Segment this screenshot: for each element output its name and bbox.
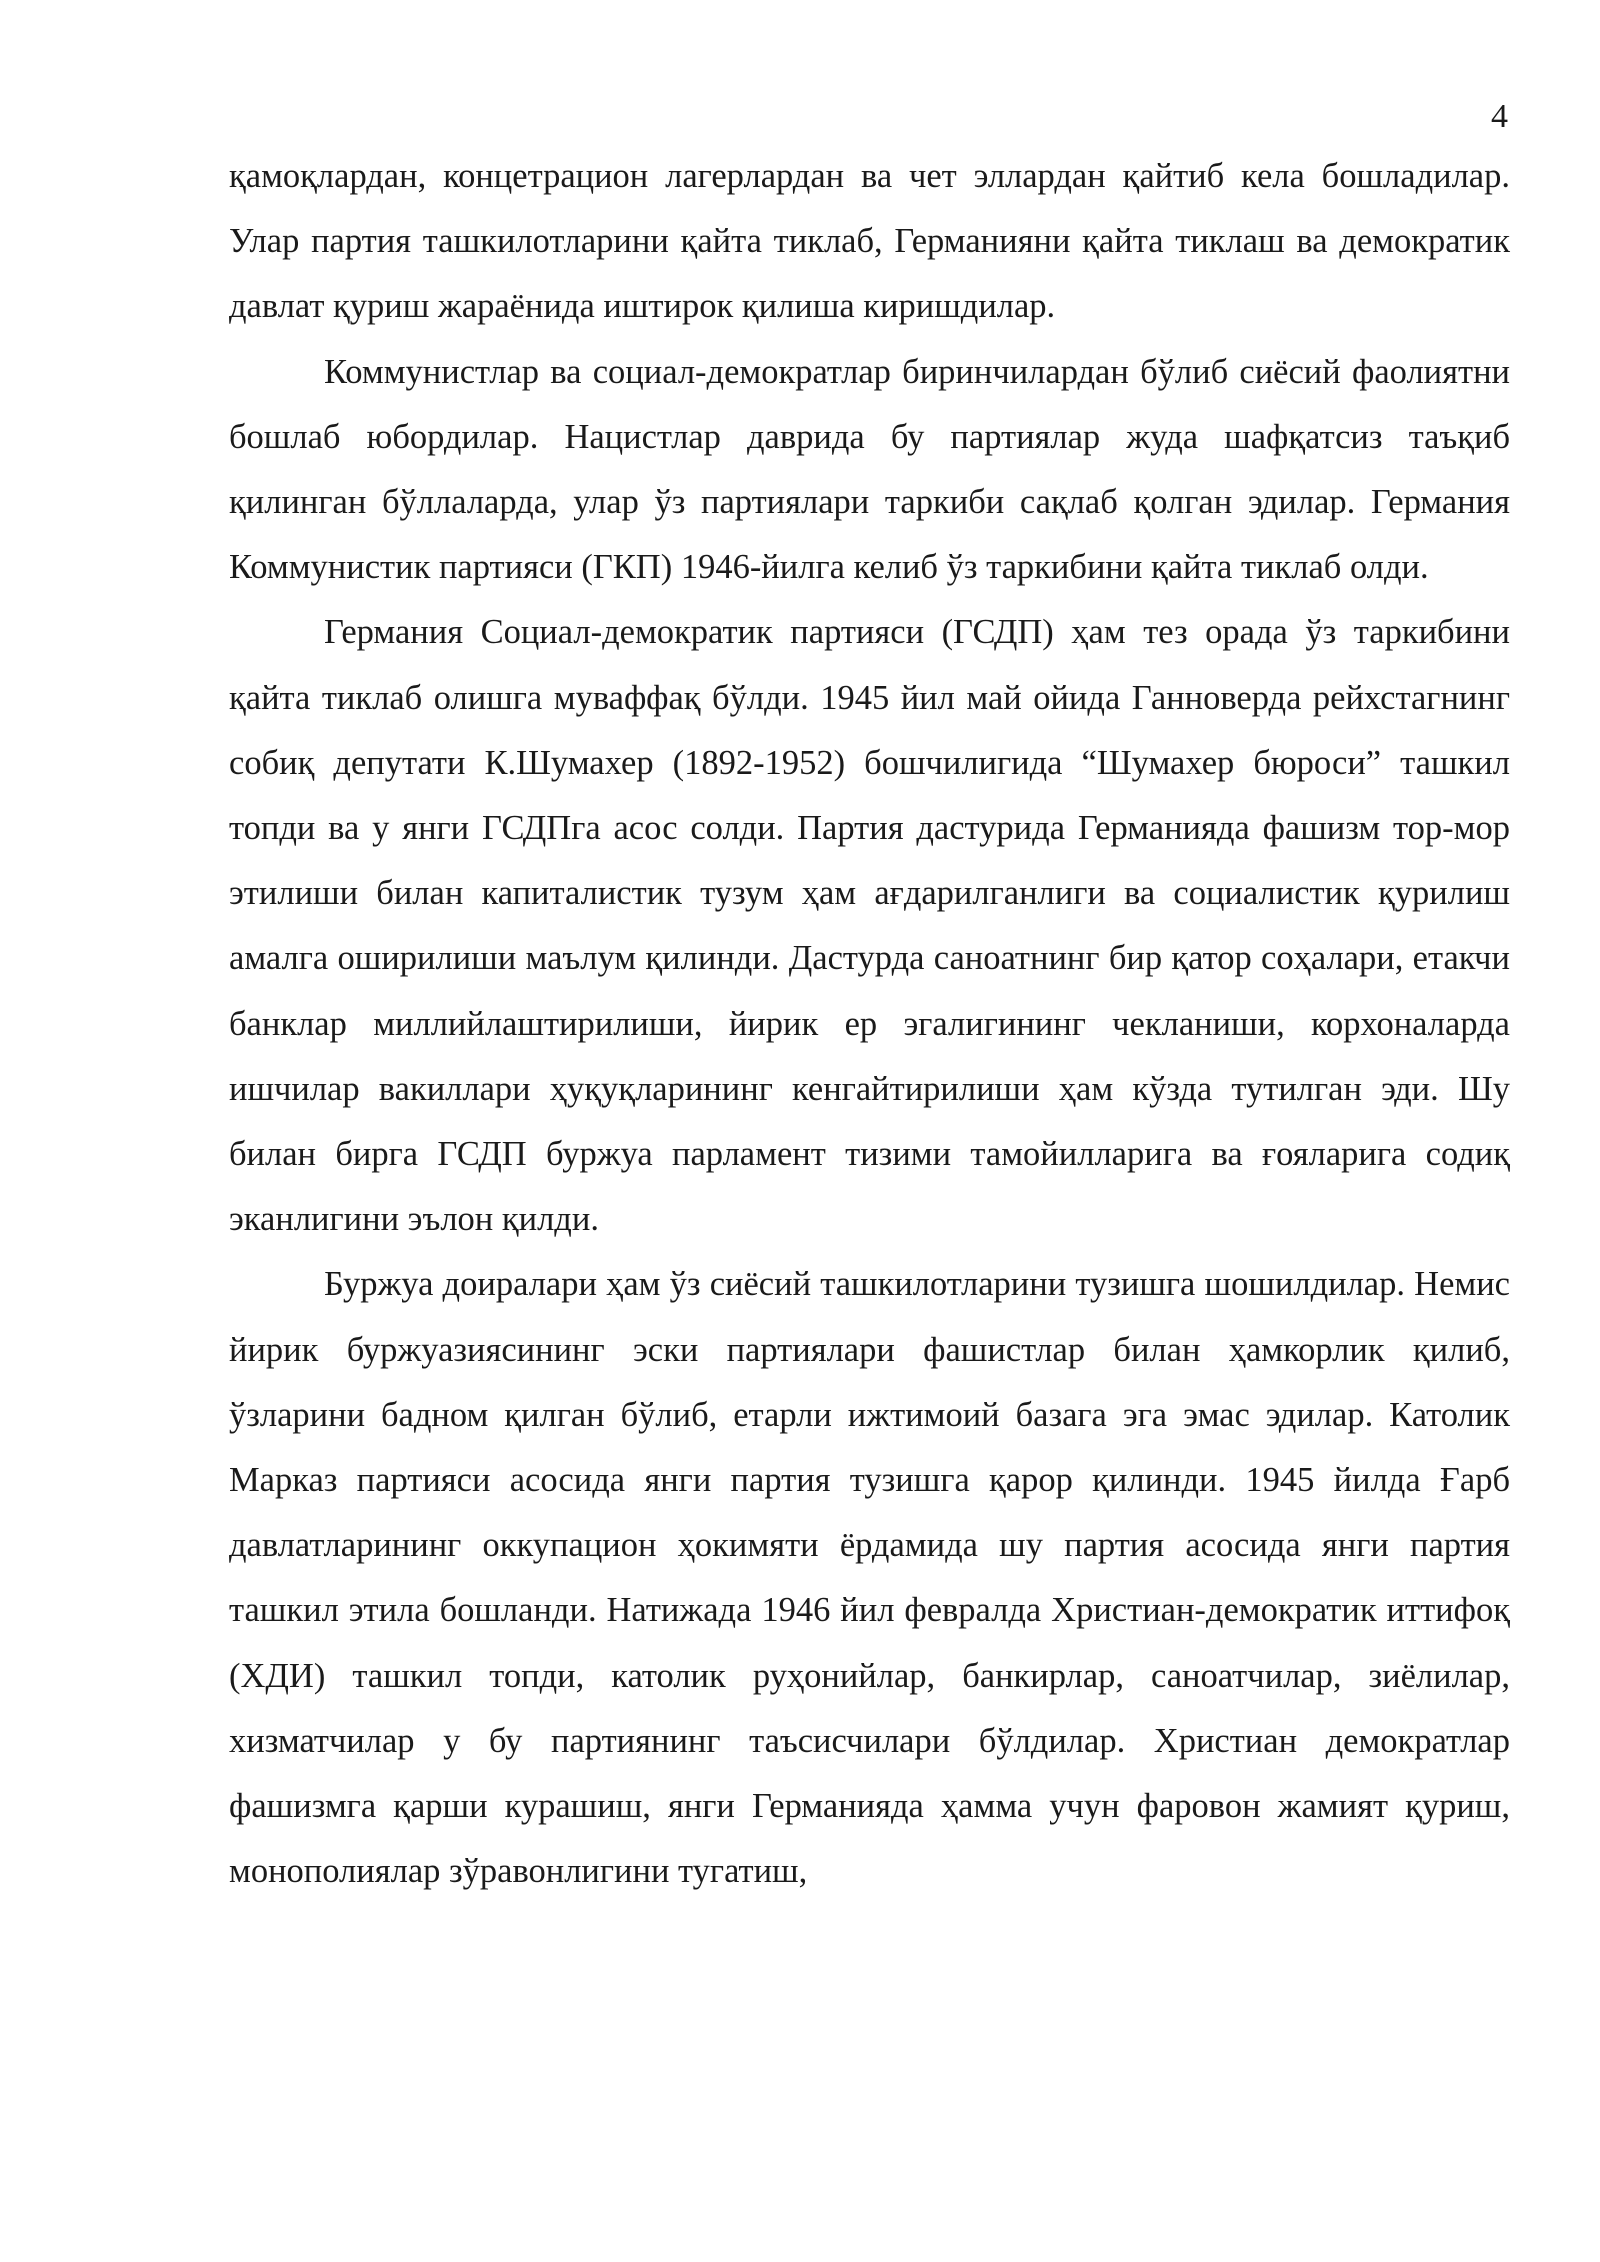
paragraph-2: Коммунистлар ва социал-демократлар биринчилардан бўлиб сиёсий фаолиятни бошлаб юбордилар. Нацистлар даврида бу партиялар жуда шафқатсиз таъқиб қилинган бўллаларда, улар ўз партиялари таркиби сақлаб қолган эдилар. Германия Коммунистик партияси (ГКП) 1946-йилга келиб ўз таркибини қайта тиклаб олди. xyxy=(229,352,1510,587)
paragraph-3: Германия Социал-демократик партияси (ГСДП) ҳам тез орада ўз таркибини қайта тиклаб олишга муваффақ бўлди. 1945 йил май ойида Ганноверда рейхстагнинг собиқ депутати К.Шумахер (1892-1952) бошчилигида “Шумахер бюроси” ташкил топди ва у янги ГСДПга асос солди. Партия дастурида Германияда фашизм тор-мор этилиши билан капиталистик тузум ҳам ағдарилганлиги ва социалистик қурилиш амалга оширилиши маълум қилинди. Дастурда саноатнинг бир қатор соҳалари, етакчи банклар миллийлаштирилиши, йирик ер эгалигининг чекланиши, корхоналарда ишчилар вакиллари ҳуқуқларининг кенгайтирилиши ҳам кўзда тутилган эди. Шу билан бирга ГСДП буржуа парламент тизими тамойилларига ва ғояларига содиқ эканлигини эълон қилди. xyxy=(229,613,1510,1239)
paragraph-1: қамоқлардан, концетрацион лагерлардан ва чет эллардан қайтиб кела бошладилар. Улар партия ташкилотларини қайта тиклаб, Германияни қайта тиклаш ва демократик давлат қуриш жараёнида иштирок қилиша киришдилар. xyxy=(229,157,1510,326)
paragraph-4: Буржуа доиралари ҳам ўз сиёсий ташкилотларини тузишга шошилдилар. Немис йирик буржуазиясининг эски партиялари фашистлар билан ҳамкорлик қилиб, ўзларини бадном қилган бўлиб, етарли ижтимоий базага эга эмас эдилар. Католик Марказ партияси асосида янги партия тузишга қарор қилинди. 1945 йилда Ғарб давлатларининг оккупацион ҳокимяти ёрдамида шу партия асосида янги партия ташкил этила бошланди. Натижада 1946 йил февралда Христиан-демократик иттифоқ (ХДИ) ташкил топди, католик руҳонийлар, банкирлар, саноатчилар, зиёлилар, хизматчилар у бу партиянинг таъсисчилари бўлдилар. Христиан демократлар фашизмга қарши курашиш, янги Германияда ҳамма учун фаровон жамият қуриш, монополиялар зўравонлигини тугатиш, xyxy=(229,1265,1510,1891)
page-number: 4 xyxy=(1491,98,1508,135)
document-body xyxy=(229,144,1510,1904)
